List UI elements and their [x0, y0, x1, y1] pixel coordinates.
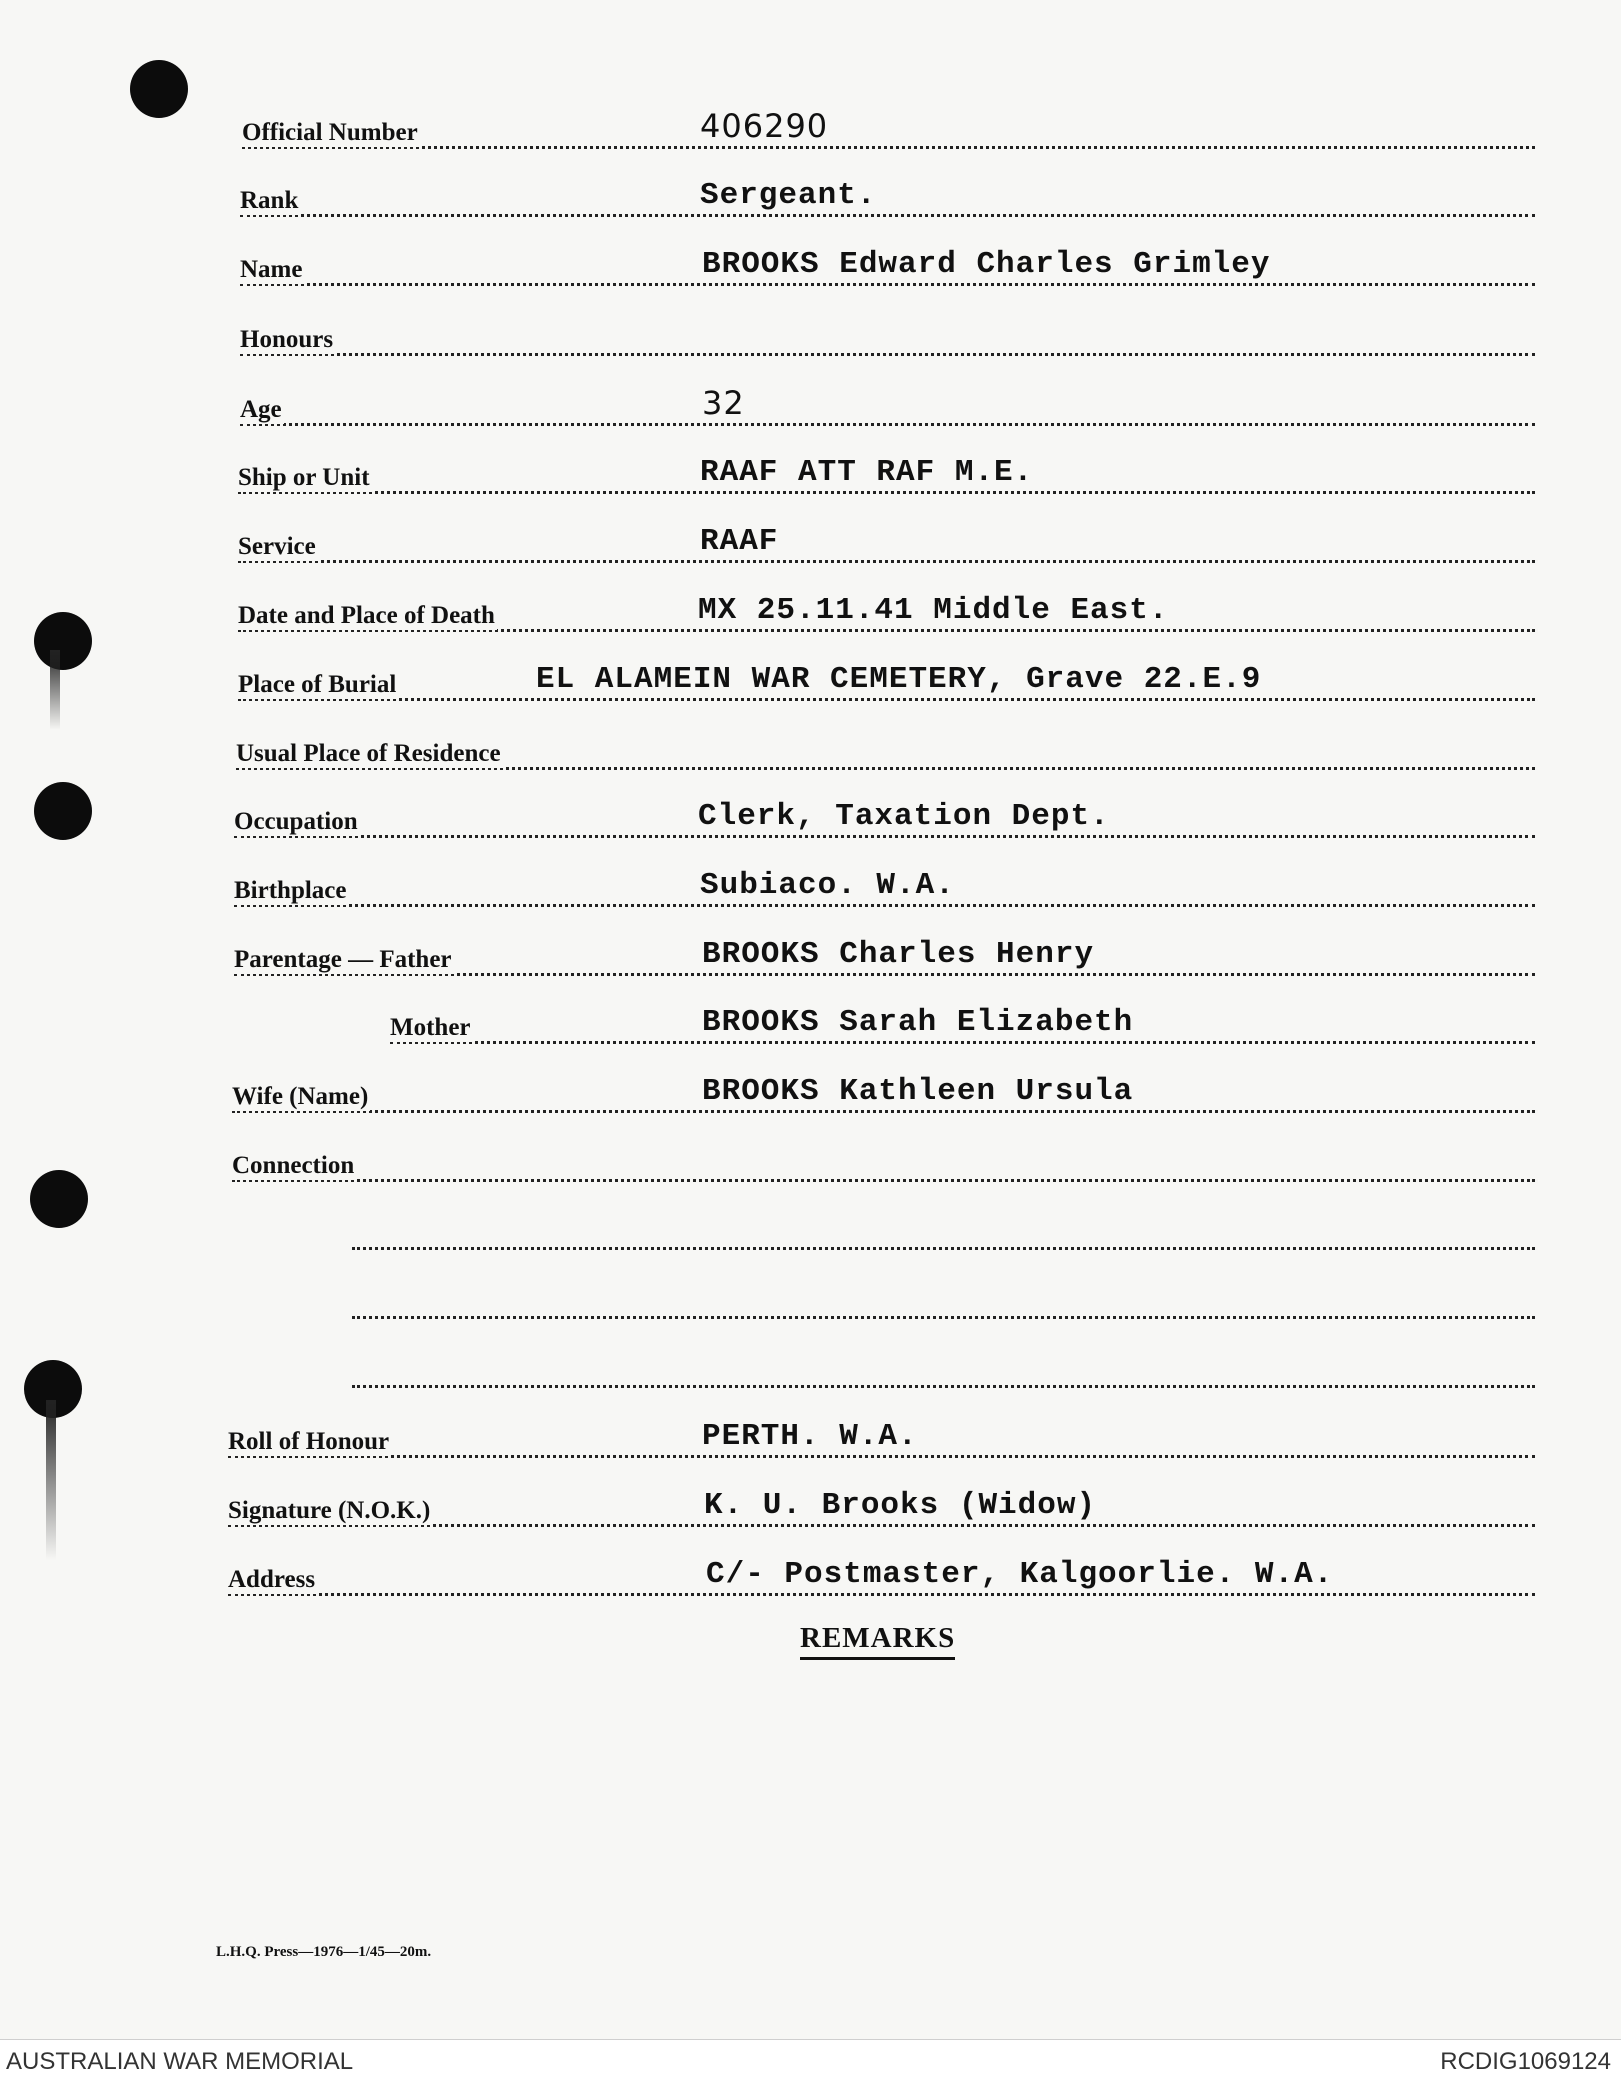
field-value: 32 — [702, 384, 745, 422]
field-value: RAAF — [700, 524, 779, 559]
field-value: EL ALAMEIN WAR CEMETERY, Grave 22.E.9 — [536, 662, 1262, 697]
dotted-line — [238, 491, 1535, 494]
footer-record-id: RCDIG1069124 — [1440, 2048, 1611, 2075]
field-label: Place of Burial — [238, 671, 397, 698]
dotted-line — [240, 353, 1535, 356]
dotted-line — [240, 423, 1535, 426]
field-value: BROOKS Edward Charles Grimley — [702, 247, 1271, 282]
printer-mark: L.H.Q. Press—1976—1/45—20m. — [216, 1944, 432, 1960]
field-label: Wife (Name) — [232, 1083, 369, 1110]
blank-line — [352, 1352, 1535, 1392]
dotted-line — [352, 1247, 1535, 1250]
field-label: Date and Place of Death — [238, 602, 495, 629]
dotted-line — [238, 698, 1535, 701]
dotted-line — [228, 1593, 1535, 1596]
punch-hole — [34, 782, 92, 840]
dotted-line — [232, 1110, 1535, 1113]
field-connection — [232, 1146, 1535, 1186]
field-honours — [240, 320, 1535, 360]
punch-hole — [130, 60, 188, 118]
field-value: MX 25.11.41 Middle East. — [698, 593, 1169, 628]
dotted-line — [240, 214, 1535, 217]
field-value: K. U. Brooks (Widow) — [704, 1488, 1097, 1523]
field-label: Address — [228, 1566, 316, 1593]
field-value: PERTH. W.A. — [702, 1419, 918, 1454]
field-father — [234, 937, 1535, 980]
dotted-line — [234, 835, 1535, 838]
dotted-line — [390, 1041, 1535, 1044]
field-label: Birthplace — [234, 877, 347, 904]
field-service — [238, 524, 1535, 567]
punch-hole-streak — [50, 650, 60, 730]
field-label: Signature (N.O.K.) — [228, 1497, 431, 1524]
field-age — [240, 384, 1535, 430]
field-name — [240, 247, 1535, 290]
field-label: Age — [240, 396, 282, 423]
dotted-line — [238, 560, 1535, 563]
dotted-line — [352, 1316, 1535, 1319]
punch-hole — [30, 1170, 88, 1228]
archive-footer — [0, 2039, 1621, 2082]
field-usual-residence — [236, 734, 1535, 774]
field-ship-or-unit — [238, 455, 1535, 498]
field-value: BROOKS Sarah Elizabeth — [702, 1005, 1134, 1040]
field-value: RAAF ATT RAF M.E. — [700, 455, 1034, 490]
field-label: Honours — [240, 326, 334, 353]
dotted-line — [240, 283, 1535, 286]
blank-line — [352, 1214, 1535, 1254]
field-label: Rank — [240, 187, 299, 214]
field-label: Name — [240, 256, 303, 283]
field-wife — [232, 1074, 1535, 1117]
field-signature — [228, 1488, 1535, 1531]
field-value: C/- Postmaster, Kalgoorlie. W.A. — [706, 1557, 1334, 1592]
field-roll-of-honour — [228, 1419, 1535, 1462]
remarks-heading: REMARKS — [800, 1622, 955, 1660]
field-label: Ship or Unit — [238, 464, 370, 491]
field-rank — [240, 178, 1535, 221]
field-label: Official Number — [242, 119, 418, 146]
field-label: Roll of Honour — [228, 1428, 390, 1455]
field-address — [228, 1557, 1535, 1600]
dotted-line — [234, 904, 1535, 907]
field-mother — [390, 1005, 1535, 1048]
field-value: Sergeant. — [700, 178, 877, 213]
field-value: Subiaco. W.A. — [700, 868, 955, 903]
field-label: Mother — [390, 1014, 471, 1041]
field-date-place-of-death — [238, 593, 1535, 636]
field-birthplace — [234, 868, 1535, 911]
field-label: Usual Place of Residence — [236, 740, 501, 767]
dotted-line — [352, 1385, 1535, 1388]
field-value: BROOKS Charles Henry — [702, 937, 1095, 972]
field-place-of-burial — [238, 662, 1535, 705]
punch-hole-streak — [46, 1400, 56, 1560]
dotted-line — [228, 1455, 1535, 1458]
field-value: Clerk, Taxation Dept. — [698, 799, 1110, 834]
field-occupation — [234, 799, 1535, 842]
dotted-line — [232, 1179, 1535, 1182]
footer-institution: AUSTRALIAN WAR MEMORIAL — [6, 2048, 354, 2075]
dotted-line — [242, 146, 1535, 149]
punch-hole — [34, 612, 92, 670]
field-label: Occupation — [234, 808, 358, 835]
field-official-number — [242, 107, 1535, 153]
field-label: Service — [238, 533, 316, 560]
field-label: Connection — [232, 1152, 355, 1179]
field-value: 406290 — [700, 107, 829, 145]
blank-line — [352, 1283, 1535, 1323]
field-value: BROOKS Kathleen Ursula — [702, 1074, 1134, 1109]
field-label: Parentage — Father — [234, 946, 452, 973]
